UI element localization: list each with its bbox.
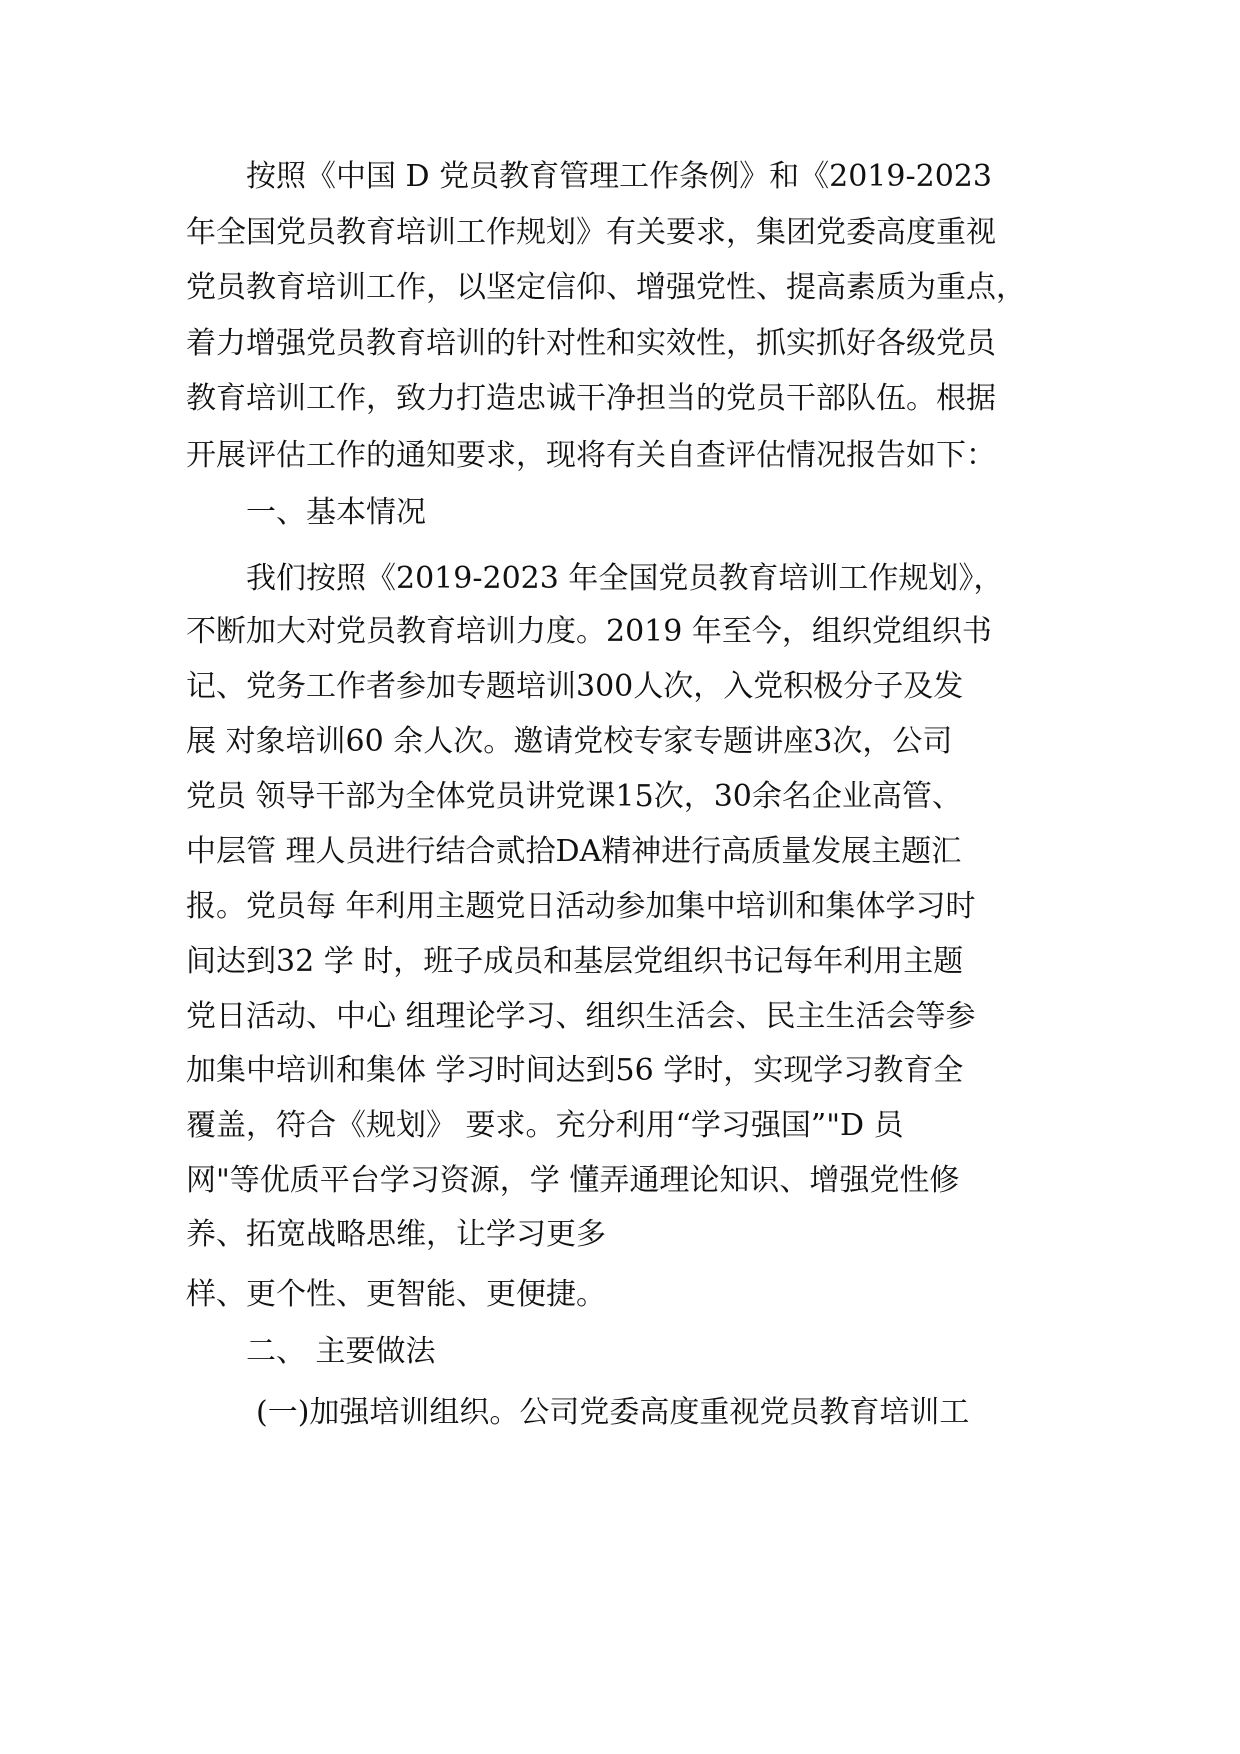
- intro-line-5: 教育培训工作，致力打造忠诚干净担当的党员干部队伍。根据: [186, 381, 996, 416]
- intro-line-4: 着力增强党员教育培训的针对性和实效性，抓实抓好各级党员: [186, 326, 996, 361]
- section1-line-11: 覆盖，符合《规划》 要求。充分利用“学习强国”"D 员: [186, 1108, 904, 1143]
- section1-line-9: 党日活动、中心 组理论学习、组织生活会、民主生活会等参: [186, 999, 976, 1034]
- section1-line-13: 养、拓宽战略思维，让学习更多: [186, 1217, 606, 1252]
- section1-line-12: 网"等优质平台学习资源，学 懂弄通理论知识、增强党性修: [186, 1163, 960, 1198]
- section1-line-3: 记、党务工作者参加专题培训300人次，入党积极分子及发: [186, 669, 964, 704]
- section1-line-6: 中层管 理人员进行结合贰拾DA精神进行高质量发展主题汇: [186, 834, 962, 869]
- section2-sub1-line: (一)加强培训组织。公司党委高度重视党员教育培训工: [256, 1395, 970, 1430]
- section1-line-5: 党员 领导干部为全体党员讲党课15次，30余名企业高管、: [186, 779, 962, 814]
- section1-line-8: 间达到32 学 时，班子成员和基层党组织书记每年利用主题: [186, 944, 964, 979]
- section-heading-basic: 一、基本情况: [246, 495, 426, 530]
- section-heading-main-practices: 二、 主要做法: [246, 1334, 436, 1369]
- intro-line-1: 按照《中国 D 党员教育管理工作条例》和《2019-2023: [246, 159, 992, 194]
- section1-line-10: 加集中培训和集体 学习时间达到56 学时，实现学习教育全: [186, 1053, 964, 1088]
- intro-line-2: 年全国党员教育培训工作规划》有关要求，集团党委高度重视: [186, 215, 996, 250]
- intro-line-6: 开展评估工作的通知要求，现将有关自查评估情况报告如下：: [186, 438, 996, 473]
- intro-line-3: 党员教育培训工作，以坚定信仰、增强党性、提高素质为重点，: [186, 270, 1026, 305]
- section1-line-14: 样、更个性、更智能、更便捷。: [186, 1277, 606, 1312]
- section1-line-2: 不断加大对党员教育培训力度。2019 年至今，组织党组织书: [186, 614, 992, 649]
- section1-line-7: 报。党员每 年利用主题党日活动参加集中培训和集体学习时: [186, 889, 976, 924]
- section1-line-4: 展 对象培训60 余人次。邀请党校专家专题讲座3次，公司: [186, 724, 953, 759]
- section1-line-1: 我们按照《2019-2023 年全国党员教育培训工作规划》，: [246, 561, 1004, 596]
